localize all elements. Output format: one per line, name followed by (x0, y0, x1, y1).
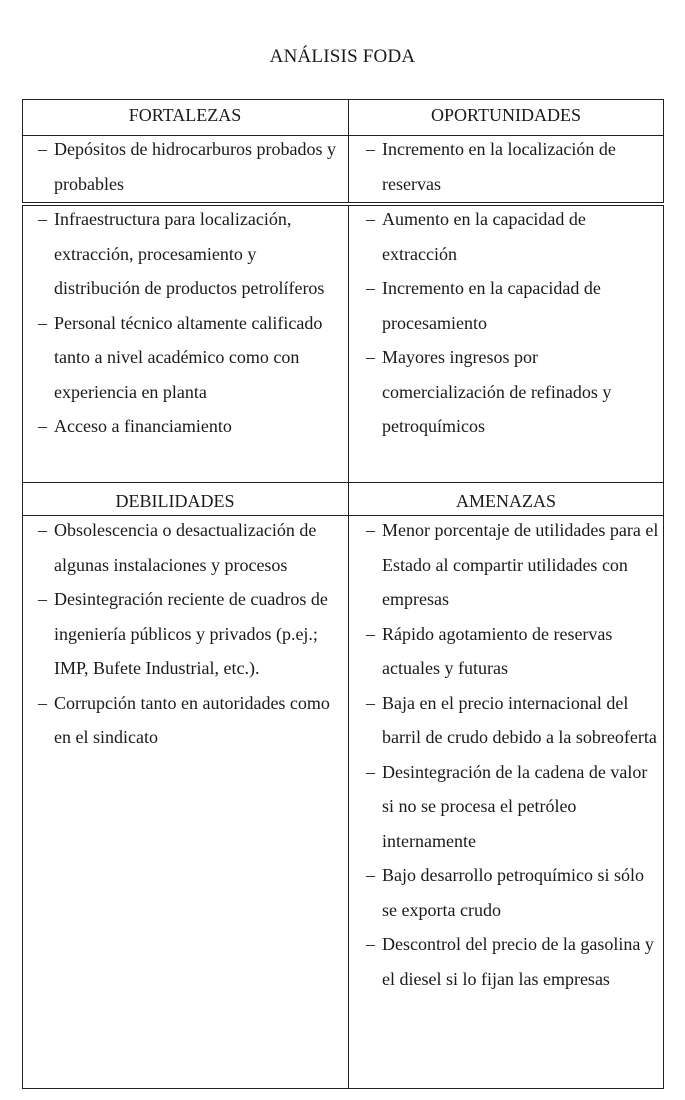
oportunidades-first-list (350, 132, 662, 201)
fortaleza-item-text: Personal técnico altamente calificado tanto a nivel académico como con experiencia en planta (54, 312, 323, 402)
oportunidad-item-text: Incremento en la capacidad de procesamiento (382, 278, 601, 333)
bullet-dash: – (38, 416, 47, 436)
oportunidad-item-text: Aumento en la capacidad de extracción (382, 209, 586, 264)
bullet-dash: – (38, 692, 47, 713)
amenaza-item-text: Desintegración de la cadena de valor si no se procesa el petróleo internamente (382, 761, 648, 851)
bullet-dash: – (366, 865, 375, 885)
bullet-dash: – (366, 934, 375, 954)
oportunidad-item-text: Mayores ingresos por comercialización de refinados y petroquímicos (382, 347, 612, 436)
bullet-dash: – (366, 520, 375, 540)
table-da-top-divider (22, 482, 664, 483)
amenazas-list (350, 513, 662, 996)
list-item (350, 858, 662, 927)
amenaza-item-text: Descontrol del precio de la gasolina y el diesel si lo fijan las empresas (382, 934, 654, 989)
debilidad-item-text: Obsolescencia o desactualización de algunas instalaciones y procesos (54, 520, 317, 575)
fortalezas-list (22, 202, 342, 444)
bullet-dash: – (366, 623, 375, 644)
list-item (22, 132, 340, 201)
list-item (22, 686, 344, 755)
amenaza-item-text: Menor porcentaje de utilidades para el Estado al compartir utilidades con empresas (382, 520, 659, 609)
page-title: ANÁLISIS FODA (269, 46, 416, 67)
list-item (350, 132, 662, 201)
list-item (350, 686, 662, 755)
fortalezas-first-list (22, 132, 340, 201)
table-fo-da-column-divider (348, 205, 349, 1089)
list-item (22, 306, 342, 410)
oportunidad-item-text: Incremento en la localización de reservas (382, 139, 616, 194)
list-item (22, 409, 342, 444)
bullet-dash: – (38, 209, 47, 229)
list-item (22, 582, 344, 686)
list-item (350, 513, 662, 617)
fortaleza-item-text: Infraestructura para localización, extracción, procesamiento y distribución de productos petrolíferos (54, 209, 325, 298)
bullet-dash: – (366, 761, 375, 782)
bullet-dash: – (366, 347, 375, 367)
bullet-dash: – (366, 278, 375, 298)
header-amenazas: AMENAZAS (455, 491, 556, 511)
bullet-dash: – (366, 139, 375, 159)
list-item (350, 617, 662, 686)
list-item (22, 202, 342, 306)
fortaleza-item-text: Depósitos de hidrocarburos probados y probables (54, 139, 336, 194)
bullet-dash: – (38, 589, 47, 609)
amenaza-item-text: Baja en el precio internacional del barril de crudo debido a la sobreoferta (382, 692, 657, 747)
bullet-dash: – (38, 139, 47, 159)
debilidad-item-text: Desintegración reciente de cuadros de ingeniería públicos y privados (p.ej.; IMP, Bufete Industrial, etc.). (54, 589, 328, 678)
list-item (350, 271, 662, 340)
header-fortalezas: FORTALEZAS (128, 105, 242, 125)
list-item (350, 755, 662, 859)
amenaza-item-text: Bajo desarrollo petroquímico si sólo se exporta crudo (382, 865, 644, 920)
list-item (350, 340, 662, 444)
bullet-dash: – (38, 312, 47, 333)
bullet-dash: – (366, 692, 375, 713)
oportunidades-list (350, 202, 662, 444)
amenaza-item-text: Rápido agotamiento de reservas actuales y futuras (382, 623, 613, 678)
debilidades-list (22, 513, 344, 755)
list-item (22, 513, 344, 582)
debilidad-item-text: Corrupción tanto en autoridades como en el sindicato (54, 692, 330, 747)
bullet-dash: – (38, 520, 47, 540)
bullet-dash: – (366, 209, 375, 229)
header-oportunidades: OPORTUNIDADES (431, 105, 581, 125)
list-item (350, 202, 662, 271)
list-item (350, 927, 662, 996)
header-debilidades: DEBILIDADES (115, 491, 235, 511)
fortaleza-item-text: Acceso a financiamiento (54, 416, 232, 436)
